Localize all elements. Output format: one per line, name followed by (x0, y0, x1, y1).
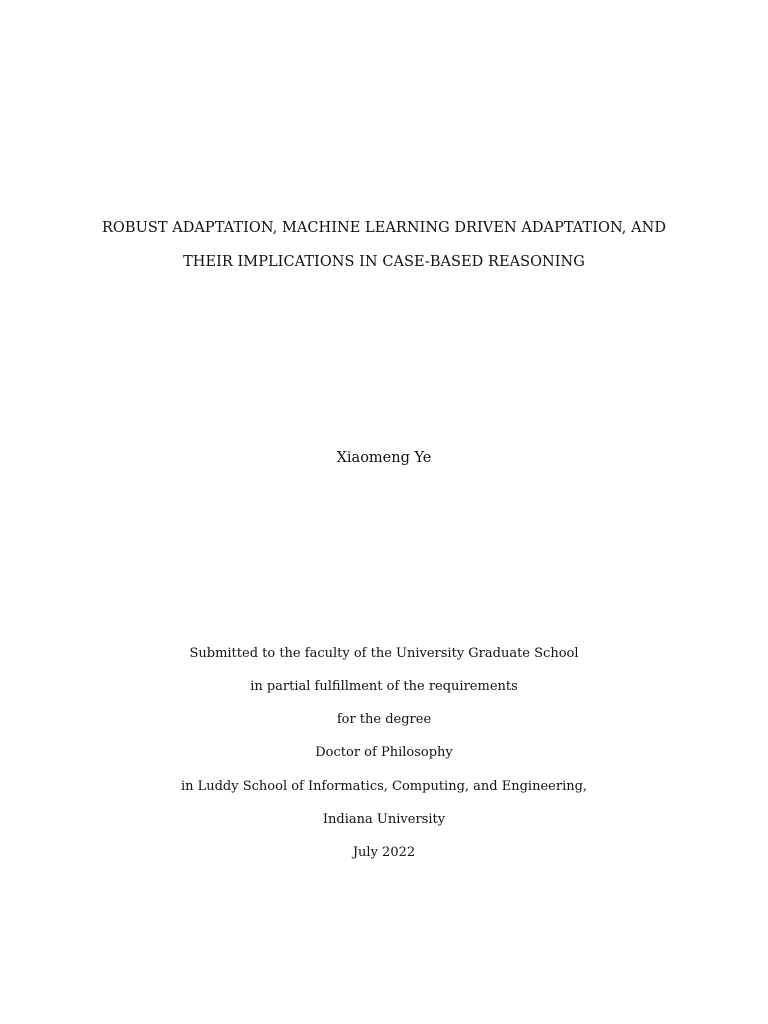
submission-statement: Submitted to the faculty of the University Graduate School (189, 646, 579, 661)
thesis-title-line-2: THEIR IMPLICATIONS IN CASE-BASED REASONING (183, 254, 585, 270)
degree-name: Doctor of Philosophy (315, 745, 453, 760)
thesis-title-line-1: ROBUST ADAPTATION, MACHINE LEARNING DRIVEN ADAPTATION, AND (101, 220, 667, 236)
submission-date: July 2022 (352, 845, 416, 860)
degree-intro: for the degree (336, 712, 432, 727)
fulfillment-statement: in partial fulfillment of the requirements (250, 679, 518, 694)
author-name: Xiaomeng Ye (336, 450, 432, 466)
school-name: in Luddy School of Informatics, Computing, and Engineering, (180, 779, 588, 794)
university-name: Indiana University (322, 812, 446, 827)
